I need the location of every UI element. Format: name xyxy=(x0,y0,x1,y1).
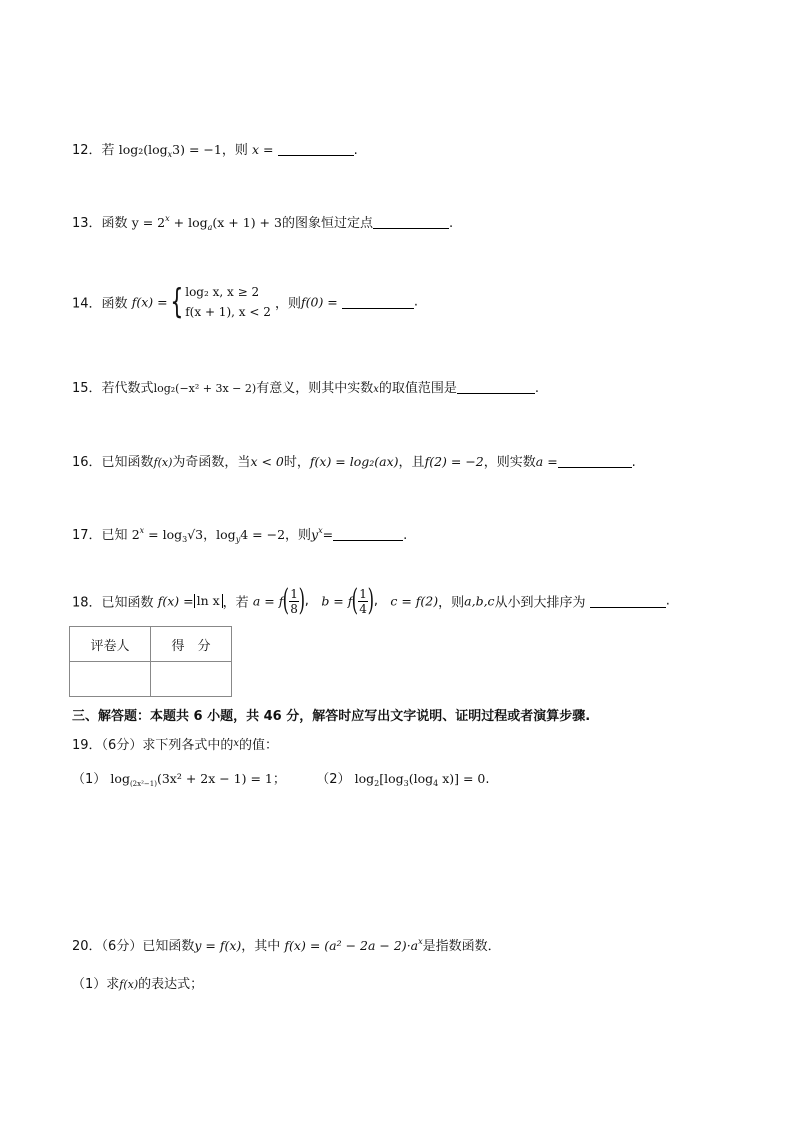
question-15: 15．若代数式log₂(−x² + 3x − 2)有意义，则其中实数x的取值范围是 . xyxy=(72,381,540,396)
answer-blank[interactable] xyxy=(590,594,666,608)
question-13: 13．函数 $y = 2^x + \log_a(x + 1) + 3$的图象恒过定点 . xyxy=(72,214,454,232)
answer-blank[interactable] xyxy=(333,527,403,541)
score-header: 得 分 xyxy=(151,627,232,662)
q13-expr: $y = 2^x + \log_a(x + 1) + 3$ xyxy=(131,214,282,232)
brace-icon: { xyxy=(169,282,183,322)
question-14: 14．函数 f(x) ={ log₂ x, x ≥ 2 f(x + 1), x < 2 ，则f(0) = . xyxy=(72,282,419,322)
answer-blank[interactable] xyxy=(373,215,449,229)
question-20-part-1: （1）求f(x)的表达式； xyxy=(72,977,204,992)
answer-blank[interactable] xyxy=(558,454,632,468)
fraction: $\frac{1}{4}$ xyxy=(359,586,367,616)
fraction: $\frac{1}{8}$ xyxy=(290,586,298,616)
answer-blank[interactable] xyxy=(342,295,414,309)
q12-expr: $\log_2(\log_x3) = -1$ xyxy=(118,142,222,159)
question-17: 17．已知 $2^x = \log_3√3$，$\log_y4 = -2$，则$y^x=$ . xyxy=(72,526,408,544)
q17-expr: $2^x = \log_3√3$ xyxy=(131,526,204,544)
score-cell[interactable] xyxy=(151,662,232,697)
grader-cell[interactable] xyxy=(70,662,151,697)
section-heading: 三、解答题：本题共 6 小题，共 46 分，解答时应写出文字说明、证明过程或者演算步骤. xyxy=(72,709,591,724)
question-19: 19．（6分）求下列各式中的$^x$的值： xyxy=(72,738,278,753)
grader-header: 评卷人 xyxy=(70,627,151,662)
question-19-parts: （1） $\log_{(2x^2-1)}(3x^2 + 2x - 1) = 1$； （2） $\log_2[\log_3(\log_4$ x)] = 0. xyxy=(72,771,490,788)
answer-blank[interactable] xyxy=(457,380,535,394)
question-20: 20．（6分）已知函数y = f(x)，其中 $f(x) = (a^2 - 2a - 2)\cdot a^x$是指数函数． xyxy=(72,937,501,954)
question-12: 12．若 $\log_2(\log_x3) = -1$，则 x = . xyxy=(72,142,358,159)
question-16: 16．已知函数f(x)为奇函数，当x < 0时，f(x) = log₂(ax)，且f(2) = −2，则实数a = . xyxy=(72,454,636,470)
score-table xyxy=(69,626,232,697)
answer-blank[interactable] xyxy=(278,142,354,156)
question-18: 18．已知函数 f(x) = ln x ，若 a = f( $\frac{1}{8}$ ), b = f( $\frac{1}{4}$ ), c = f(2)，则a,b,c从小到大排序为 . xyxy=(72,583,670,618)
piecewise-cases: log₂ x, x ≥ 2 f(x + 1), x < 2 xyxy=(185,285,271,319)
